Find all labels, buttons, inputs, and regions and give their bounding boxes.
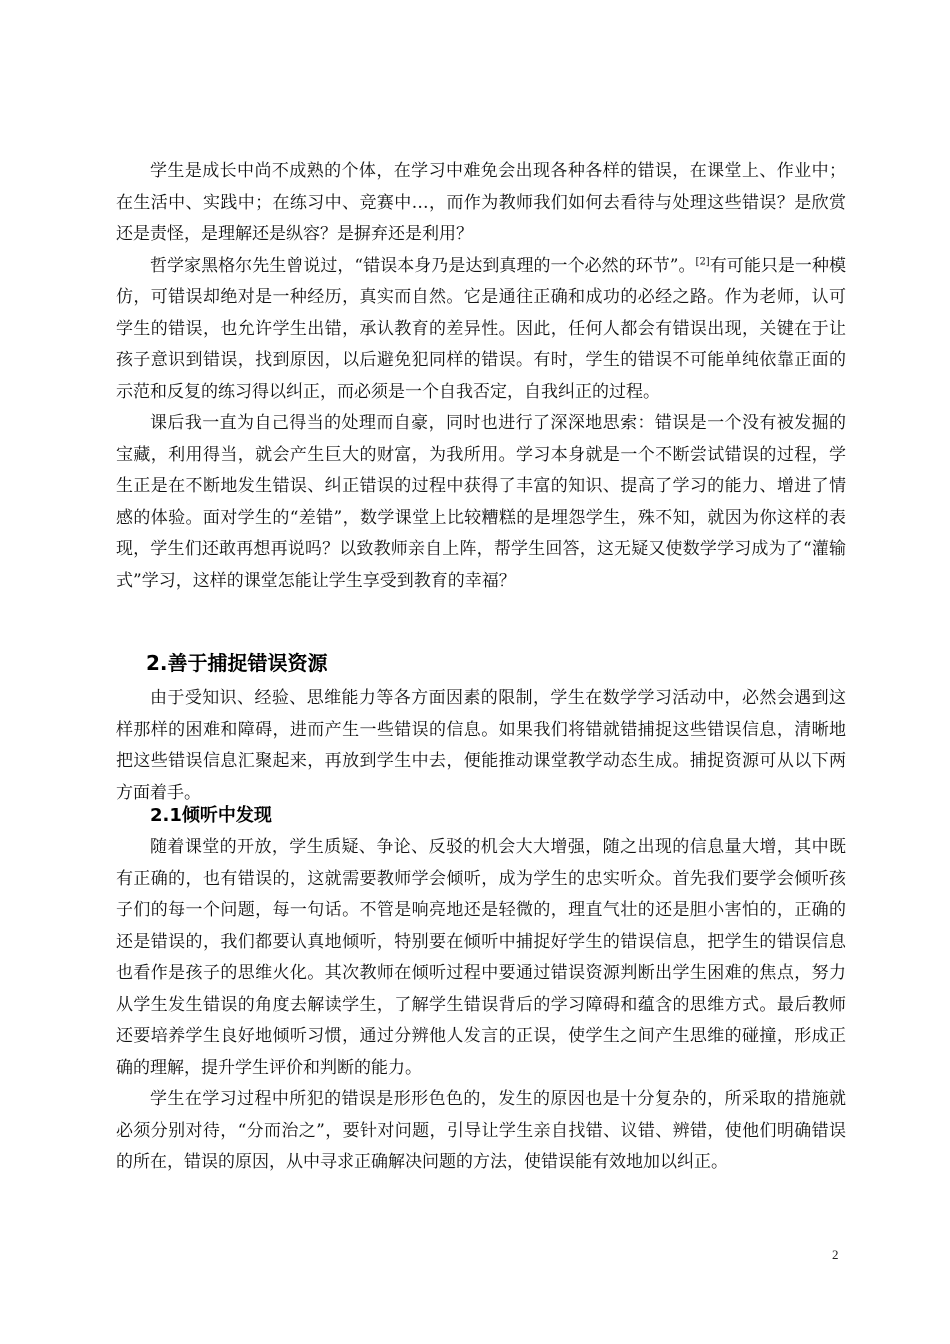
subsection-heading: 2.1倾听中发现 xyxy=(150,805,272,826)
paragraph: 课后我一直为自己得当的处理而自豪，同时也进行了深深地思索：错误是一个没有被发掘的宝藏，利用得当，就会产生巨大的财富，为我所用。学习本身就是一个不断尝试错误的过程，学生正是在不断地发生错误、纠正错误的过程中获得了丰富的知识、提高了学习的能力、增进了情感的体验。面对学生的“差错”，数学课堂上比较糟糕的是埋怨学生，殊不知，就因为你这样的表现，学生们还敢再想再说吗？以致教师亲自上阵，帮学生回答，这无疑又使数学学习成为了“灌输式”学习，这样的课堂怎能让学生享受到教育的幸福？ xyxy=(116,413,846,591)
section-1-body xyxy=(116,156,846,597)
citation-ref: [2] xyxy=(695,255,710,267)
paragraph xyxy=(116,251,846,409)
section-2-body xyxy=(116,683,846,809)
page-number: 2 xyxy=(832,1247,839,1262)
paragraph: 由于受知识、经验、思维能力等各方面因素的限制，学生在数学学习活动中，必然会遇到这样那样的困难和障碍，进而产生一些错误的信息。如果我们将错就错捕捉这些错误信息，清晰地把这些错误信息汇聚起来，再放到学生中去，便能推动课堂教学动态生成。捕捉资源可从以下两方面着手。 xyxy=(116,688,846,803)
paragraph: 随着课堂的开放，学生质疑、争论、反驳的机会大大增强，随之出现的信息量大增，其中既有正确的，也有错误的，这就需要教师学会倾听，成为学生的忠实听众。首先我们要学会倾听孩子们的每一个问题，每一句话。不管是响亮地还是轻微的，理直气壮的还是胆小害怕的，正确的还是错误的，我们都要认真地倾听，特别要在倾听中捕捉好学生的错误信息，把学生的错误信息也看作是孩子的思维火化。其次教师在倾听过程中要通过错误资源判断出学生困难的焦点，努力从学生发生错误的角度去解读学生，了解学生错误背后的学习障碍和蕴含的思维方式。最后教师还要培养学生良好地倾听习惯，通过分辨他人发言的正误，使学生之间产生思维的碰撞，形成正确的理解，提升学生评价和判断的能力。 xyxy=(116,837,846,1078)
paragraph: 学生是成长中尚不成熟的个体，在学习中难免会出现各种各样的错误，在课堂上、作业中；在生活中、实践中；在练习中、竞赛中…，而作为教师我们如何去看待与处理这些错误？是欣赏还是责怪，是理解还是纵容？是摒弃还是利用？ xyxy=(116,161,846,244)
section-2-1-body xyxy=(116,832,846,1179)
paragraph: 学生在学习过程中所犯的错误是形形色色的，发生的原因也是十分复杂的，所采取的措施就必须分别对待，“分而治之”，要针对问题，引导让学生亲自找错、议错、辨错，使他们明确错误的所在，错误的原因，从中寻求正确解决问题的方法，使错误能有效地加以纠正。 xyxy=(116,1089,846,1172)
paragraph-text: 哲学家黑格尔先生曾说过，“错误本身乃是达到真理的一个必然的环节”。 xyxy=(150,255,696,276)
section-heading: 2.善于捕捉错误资源 xyxy=(146,651,328,675)
paragraph-text: 有可能只是一种模仿，可错误却绝对是一种经历，真实而自然。它是通往正确和成功的必经之路。作为老师，认可学生的错误，也允许学生出错，承认教育的差异性。因此，任何人都会有错误出现，关键在于让孩子意识到错误，找到原因，以后避免犯同样的错误。有时，学生的错误不可能单纯依靠正面的示范和反复的练习得以纠正，而必须是一个自我否定，自我纠正的过程。 xyxy=(116,255,846,402)
